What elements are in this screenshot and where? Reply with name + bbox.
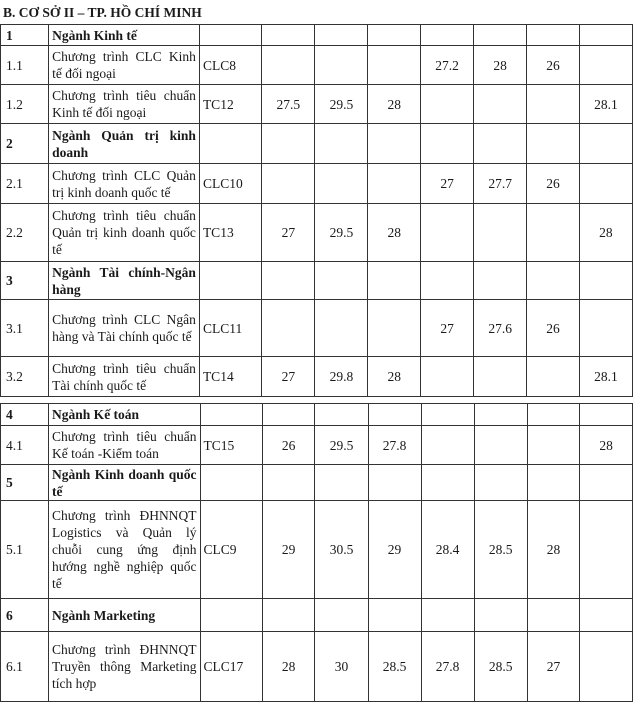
program-name: Ngành Kinh doanh quốc tế	[49, 465, 200, 501]
score-cell	[262, 465, 315, 501]
score-cell: 28.5	[474, 632, 527, 702]
major-row	[1, 262, 633, 300]
admission-score-table-2	[0, 403, 633, 702]
score-cell	[580, 404, 633, 426]
score-cell: 30.5	[315, 501, 368, 599]
row-number: 3.1	[1, 300, 49, 357]
score-cell	[527, 25, 580, 46]
program-code	[200, 599, 262, 632]
row-number: 1.1	[1, 46, 49, 85]
score-cell: 26	[527, 46, 580, 85]
section-title: B. CƠ SỞ II – TP. HỒ CHÍ MINH	[3, 5, 202, 20]
program-code: CLC10	[199, 164, 261, 204]
row-number: 2.2	[1, 204, 49, 262]
score-cell	[579, 25, 632, 46]
score-cell	[579, 262, 632, 300]
score-cell	[368, 599, 421, 632]
score-cell	[262, 124, 315, 164]
program-row	[1, 501, 633, 599]
score-cell: 28.4	[421, 501, 474, 599]
score-cell	[368, 124, 421, 164]
score-cell	[262, 164, 315, 204]
row-number: 5.1	[1, 501, 49, 599]
score-cell	[474, 124, 527, 164]
score-cell	[421, 262, 474, 300]
major-row	[1, 465, 633, 501]
score-cell: 28	[579, 204, 632, 262]
score-cell	[368, 404, 421, 426]
score-cell: 29.8	[315, 357, 368, 397]
admission-score-table-1	[0, 24, 633, 397]
score-cell	[315, 262, 368, 300]
program-row	[1, 85, 633, 124]
score-cell: 26	[527, 300, 580, 357]
score-cell: 27	[421, 300, 474, 357]
score-cell: 27	[527, 632, 580, 702]
score-cell	[315, 46, 368, 85]
score-cell	[262, 25, 315, 46]
major-row	[1, 25, 633, 46]
program-row	[1, 426, 633, 465]
program-name: Ngành Kinh tế	[49, 25, 200, 46]
program-name: Chương trình tiêu chuẩn Tài chính quốc tế	[49, 357, 200, 397]
row-number: 3	[1, 262, 49, 300]
score-cell: 28	[368, 357, 421, 397]
program-code: CLC9	[200, 501, 262, 599]
program-code: TC13	[199, 204, 261, 262]
score-cell	[580, 599, 633, 632]
program-name: Chương trình CLC Ngân hàng và Tài chính quốc tế	[49, 300, 200, 357]
program-code	[199, 25, 261, 46]
score-cell	[315, 465, 368, 501]
score-cell	[474, 25, 527, 46]
score-cell: 28.5	[474, 501, 527, 599]
program-code	[199, 262, 261, 300]
program-code: TC14	[199, 357, 261, 397]
score-cell	[580, 632, 633, 702]
score-cell	[474, 262, 527, 300]
score-cell	[368, 46, 421, 85]
score-cell: 27.7	[474, 164, 527, 204]
program-name: Chương trình tiêu chuẩn Quản trị kinh doanh quốc tế	[49, 204, 200, 262]
score-cell	[579, 300, 632, 357]
program-row	[1, 357, 633, 397]
score-cell	[368, 300, 421, 357]
program-code: CLC8	[199, 46, 261, 85]
score-cell	[527, 124, 580, 164]
score-cell	[579, 164, 632, 204]
score-cell: 27.8	[368, 426, 421, 465]
score-cell: 28.1	[579, 85, 632, 124]
program-name: Chương trình tiêu chuẩn Kinh tế đối ngoại	[49, 85, 200, 124]
score-cell	[527, 262, 580, 300]
score-cell	[474, 357, 527, 397]
score-cell	[474, 465, 527, 501]
score-cell	[315, 164, 368, 204]
score-cell: 29.5	[315, 426, 368, 465]
program-code: TC12	[199, 85, 261, 124]
score-cell	[527, 426, 580, 465]
program-name: Ngành Tài chính-Ngân hàng	[49, 262, 200, 300]
score-cell	[315, 300, 368, 357]
program-name: Ngành Quản trị kinh doanh	[49, 124, 200, 164]
score-cell	[580, 501, 633, 599]
program-name: Chương trình ĐHNNQT Truyền thông Marketing tích hợp	[49, 632, 200, 702]
score-cell	[421, 465, 474, 501]
program-name: Chương trình CLC Kinh tế đối ngoại	[49, 46, 200, 85]
score-cell	[527, 357, 580, 397]
program-code	[200, 465, 262, 501]
score-cell	[262, 404, 315, 426]
row-number: 2.1	[1, 164, 49, 204]
score-cell	[579, 46, 632, 85]
score-cell	[474, 404, 527, 426]
row-number: 1.2	[1, 85, 49, 124]
score-cell	[315, 25, 368, 46]
score-cell	[421, 404, 474, 426]
score-cell: 29.5	[315, 204, 368, 262]
score-cell: 27.5	[262, 85, 315, 124]
score-cell: 29	[262, 501, 315, 599]
score-cell	[315, 404, 368, 426]
score-cell	[474, 204, 527, 262]
score-cell	[421, 124, 474, 164]
score-cell: 28	[580, 426, 633, 465]
major-row	[1, 124, 633, 164]
score-cell	[527, 465, 580, 501]
program-code	[200, 404, 262, 426]
score-cell	[262, 46, 315, 85]
program-code: TC15	[200, 426, 262, 465]
score-cell: 28	[474, 46, 527, 85]
score-cell	[262, 262, 315, 300]
score-cell	[527, 204, 580, 262]
major-row	[1, 404, 633, 426]
score-cell	[579, 124, 632, 164]
score-cell	[368, 25, 421, 46]
program-name: Chương trình ĐHNNQT Logistics và Quản lý chuỗi cung ứng định hướng nghề nghiệp quốc tế	[49, 501, 200, 599]
row-number: 6	[1, 599, 49, 632]
row-number: 3.2	[1, 357, 49, 397]
score-cell	[421, 25, 474, 46]
score-cell	[474, 599, 527, 632]
row-number: 6.1	[1, 632, 49, 702]
score-cell	[474, 426, 527, 465]
row-number: 2	[1, 124, 49, 164]
score-cell: 26	[527, 164, 580, 204]
program-name: Chương trình CLC Quản trị kinh doanh quốc tế	[49, 164, 200, 204]
program-row	[1, 46, 633, 85]
program-row	[1, 300, 633, 357]
score-cell	[421, 599, 474, 632]
program-name: Chương trình tiêu chuẩn Kế toán -Kiểm toán	[49, 426, 200, 465]
score-cell	[527, 404, 580, 426]
score-cell: 27.6	[474, 300, 527, 357]
score-cell	[368, 465, 421, 501]
score-cell: 27.8	[421, 632, 474, 702]
score-cell: 27.2	[421, 46, 474, 85]
score-cell	[262, 300, 315, 357]
score-cell: 28.1	[579, 357, 632, 397]
score-cell: 28.5	[368, 632, 421, 702]
score-cell: 28	[527, 501, 580, 599]
row-number: 5	[1, 465, 49, 501]
score-cell	[527, 85, 580, 124]
score-cell: 27	[421, 164, 474, 204]
row-number: 4	[1, 404, 49, 426]
program-name: Ngành Marketing	[49, 599, 200, 632]
program-row	[1, 164, 633, 204]
major-row	[1, 599, 633, 632]
score-cell: 28	[368, 85, 421, 124]
score-cell: 30	[315, 632, 368, 702]
score-cell: 28	[262, 632, 315, 702]
score-cell: 27	[262, 357, 315, 397]
score-cell	[315, 124, 368, 164]
score-cell	[368, 262, 421, 300]
program-code	[199, 124, 261, 164]
score-cell: 28	[368, 204, 421, 262]
score-cell	[315, 599, 368, 632]
program-row	[1, 632, 633, 702]
score-cell	[421, 204, 474, 262]
program-code: CLC11	[199, 300, 261, 357]
score-cell	[421, 426, 474, 465]
score-cell	[474, 85, 527, 124]
score-cell	[262, 599, 315, 632]
score-cell	[421, 357, 474, 397]
score-cell	[527, 599, 580, 632]
score-cell	[368, 164, 421, 204]
score-cell: 27	[262, 204, 315, 262]
score-cell: 26	[262, 426, 315, 465]
program-code: CLC17	[200, 632, 262, 702]
score-cell: 29.5	[315, 85, 368, 124]
row-number: 1	[1, 25, 49, 46]
score-cell	[421, 85, 474, 124]
row-number: 4.1	[1, 426, 49, 465]
program-name: Ngành Kế toán	[49, 404, 200, 426]
program-row	[1, 204, 633, 262]
score-cell	[580, 465, 633, 501]
score-cell: 29	[368, 501, 421, 599]
